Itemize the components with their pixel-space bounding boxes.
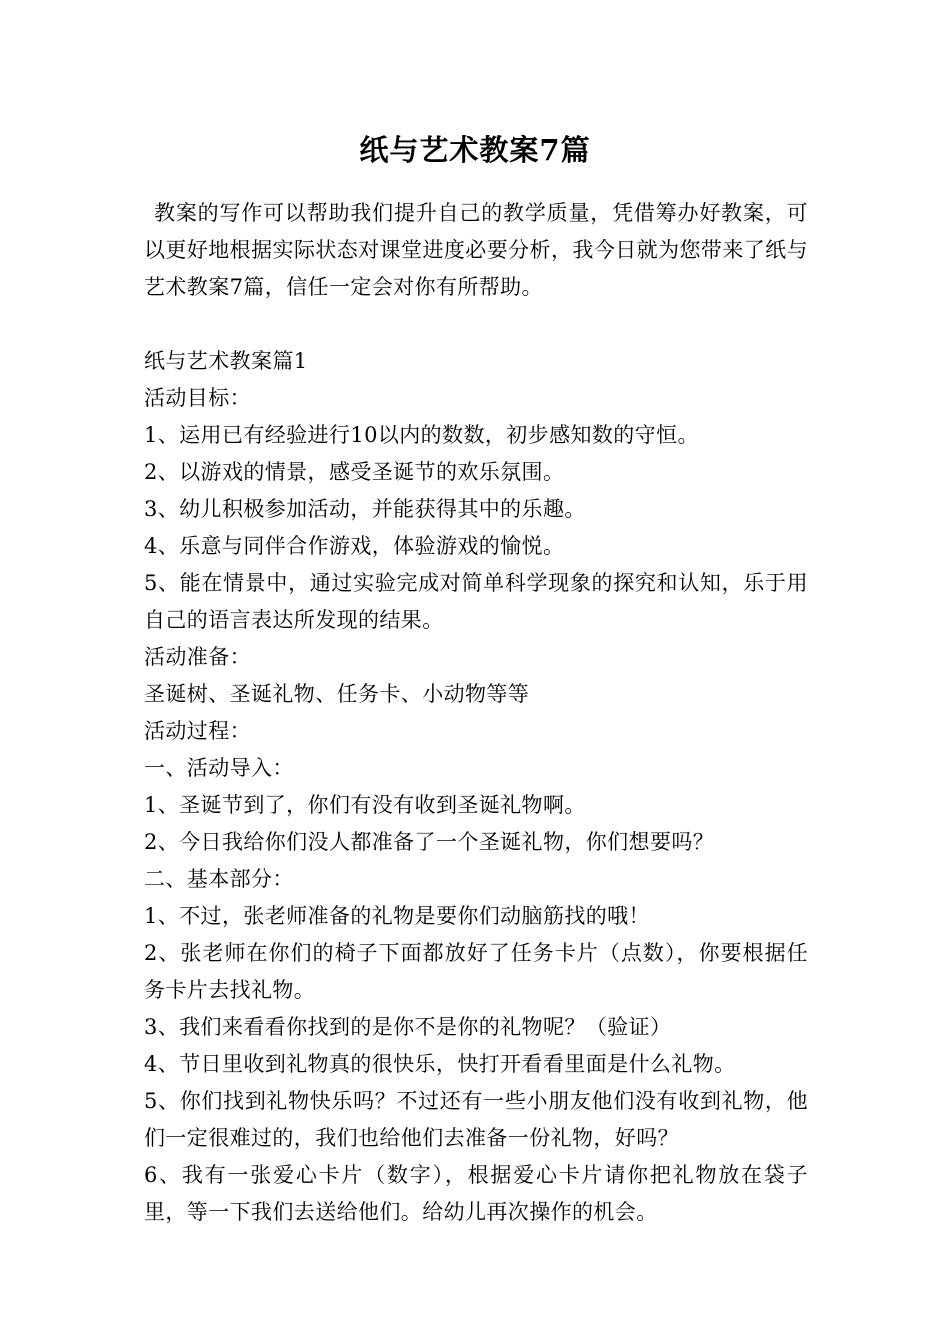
paragraph-line: 6、我有一张爱心卡片（数字），根据爱心卡片请你把礼物放在袋子里，等一下我们去送给他们。给幼儿再次操作的机会。 — [144, 1163, 808, 1224]
paragraph-line: 二、基本部分： — [144, 867, 294, 891]
paragraph-line: 5、你们找到礼物快乐吗？不过还有一些小朋友他们没有收到礼物，他们一定很难过的，我们也给他们去准备一份礼物，好吗？ — [144, 1089, 808, 1150]
paragraph-line: 4、乐意与同伴合作游戏，体验游戏的愉悦。 — [144, 534, 565, 558]
intro-paragraph: 教案的写作可以帮助我们提升自己的教学质量，凭借筹办好教案，可以更好地根据实际状态对课堂进度必要分析，我今日就为您带来了纸与艺术教案7篇，信任一定会对你有所帮助。 — [144, 201, 808, 299]
paragraph-line: 3、我们来看看你找到的是你不是你的礼物呢？（验证） — [144, 1015, 672, 1039]
paragraph-line: 一、活动导入： — [144, 756, 294, 780]
paragraph-line: 1、运用已有经验进行10以内的数数，初步感知数的守恒。 — [144, 423, 699, 447]
document-title: 纸与艺术教案7篇 — [359, 133, 591, 167]
paragraph-line: 1、圣诞节到了，你们有没有收到圣诞礼物啊。 — [144, 793, 586, 817]
paragraph-line: 2、今日我给你们没人都准备了一个圣诞礼物，你们想要吗？ — [144, 830, 715, 854]
paragraph-line: 5、能在情景中，通过实验完成对简单科学现象的探究和认知，乐于用自己的语言表达所发现的结果。 — [144, 571, 808, 632]
paragraph-line: 活动准备： — [144, 645, 251, 669]
section-heading: 纸与艺术教案篇1 — [144, 349, 308, 373]
paragraph-line: 3、幼儿积极参加活动，并能获得其中的乐趣。 — [144, 497, 586, 521]
paragraph-line: 2、张老师在你们的椅子下面都放好了任务卡片（点数），你要根据任务卡片去找礼物。 — [144, 941, 808, 1002]
paragraph-line: 活动过程： — [144, 719, 251, 743]
paragraph-line: 4、节日里收到礼物真的很快乐，快打开看看里面是什么礼物。 — [144, 1052, 736, 1076]
paragraph-line: 活动目标： — [144, 386, 251, 410]
paragraph-line: 2、以游戏的情景，感受圣诞节的欢乐氛围。 — [144, 460, 565, 484]
paragraph-line: 1、不过，张老师准备的礼物是要你们动脑筋找的哦！ — [144, 904, 650, 928]
document-body — [144, 343, 808, 1231]
paragraph-line: 圣诞树、圣诞礼物、任务卡、小动物等等 — [144, 682, 530, 706]
